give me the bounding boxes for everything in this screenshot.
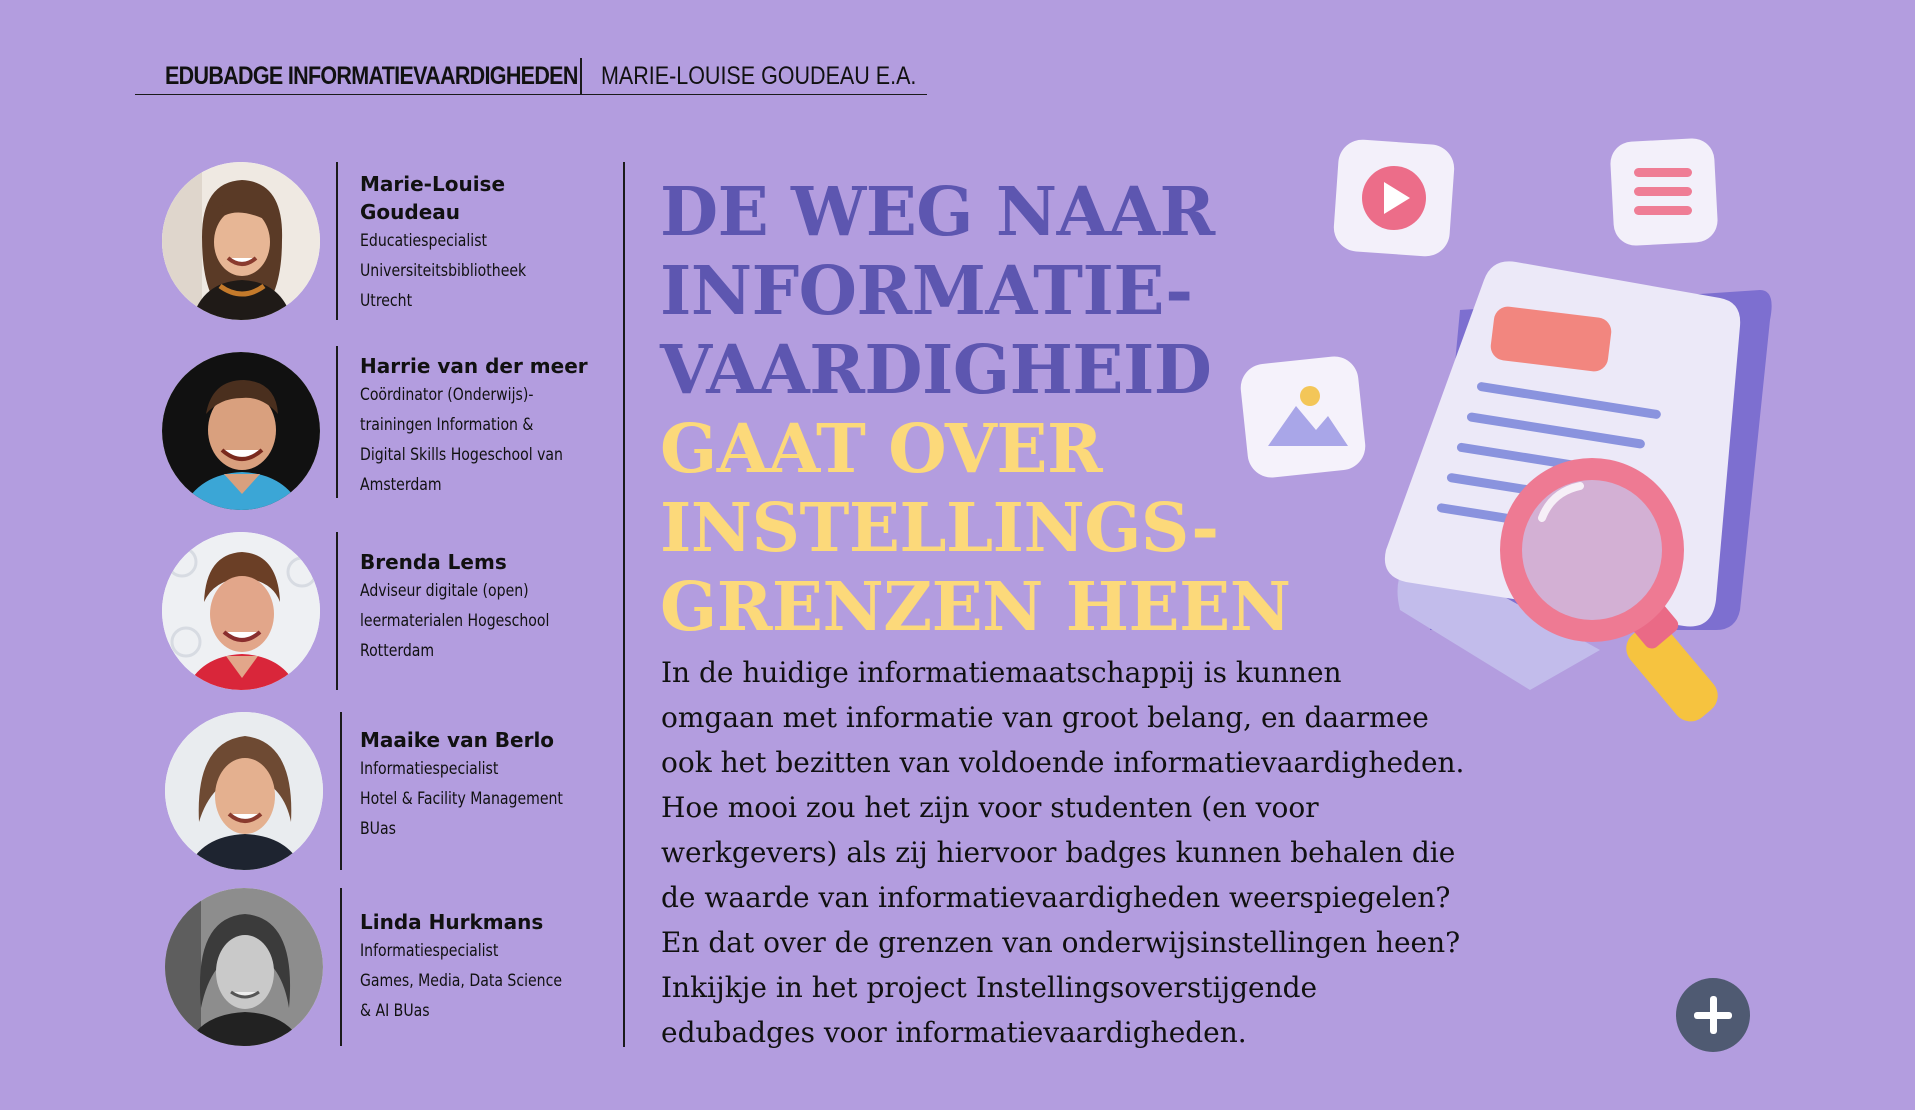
avatar (162, 532, 320, 690)
header-authors: MARIE-LOUISE GOUDEAU E.A. (601, 62, 917, 90)
headline-line: INSTELLINGS- (660, 488, 1219, 567)
author-divider (336, 532, 338, 690)
headline-line: GRENZEN HEEN (660, 567, 1291, 646)
play-icon (1332, 138, 1456, 258)
author-role-line: Games, Media, Data Science (360, 971, 562, 991)
author-divider (340, 888, 342, 1046)
series-title: EDUBADGE INFORMATIEVAARDIGHEDEN (165, 62, 578, 90)
author-role-line: Informatiespecialist (360, 759, 499, 779)
intro-line: Hoe mooi zou het zijn voor studenten (en voor (661, 791, 1319, 824)
author-role-line: trainingen Information & (360, 415, 534, 435)
author-role-line: Coördinator (Onderwijs)- (360, 385, 534, 405)
header-divider (580, 58, 582, 94)
avatar (162, 352, 320, 510)
page-header (135, 58, 927, 95)
intro-line: In de huidige informatiemaatschappij is kunnen (661, 656, 1342, 689)
column-divider (623, 162, 625, 1047)
author-role-line: & AI BUas (360, 1001, 430, 1021)
document-search-illustration (1230, 130, 1790, 730)
author-role-line: Adviseur digitale (open) (360, 581, 529, 601)
menu-lines-icon (1609, 137, 1718, 246)
intro-line: ook het bezitten van voldoende informatievaardigheden. (661, 746, 1465, 779)
author-divider (340, 712, 342, 870)
headline-line: INFORMATIE- (660, 251, 1193, 330)
author-name: Marie-Louise Goudeau (360, 172, 506, 224)
author-divider (336, 162, 338, 320)
intro-line: Inkijkje in het project Instellingsoverstijgende (661, 971, 1318, 1004)
author-role-line: Hotel & Facility Management (360, 789, 563, 809)
author-role-line: leermaterialen Hogeschool (360, 611, 550, 631)
avatar (165, 888, 323, 1046)
author-role-line: Universiteitsbibliotheek (360, 261, 527, 281)
author-name: Harrie van der meer (360, 354, 588, 378)
intro-line: edubadges voor informatievaardigheden. (661, 1016, 1247, 1049)
author-role-line: Amsterdam (360, 475, 442, 495)
author-name: Maaike van Berlo (360, 728, 555, 752)
author-role-line: Informatiespecialist (360, 941, 499, 961)
avatar (165, 712, 323, 870)
intro-line: omgaan met informatie van groot belang, en daarmee (661, 701, 1429, 734)
headline-line: GAAT OVER (660, 409, 1103, 488)
intro-line: de waarde van informatievaardigheden weerspiegelen? (661, 881, 1451, 914)
image-icon (1238, 354, 1367, 480)
author-role-line: Rotterdam (360, 641, 435, 661)
author-role-line: Digital Skills Hogeschool van (360, 445, 563, 465)
author-name: Brenda Lems (360, 550, 507, 574)
headline-line: VAARDIGHEID (660, 330, 1212, 409)
avatar (162, 162, 320, 320)
author-role-line: Educatiespecialist (360, 231, 488, 251)
author-role-line: Utrecht (360, 291, 413, 311)
add-button[interactable] (1676, 978, 1750, 1052)
author-role-line: BUas (360, 819, 396, 839)
author-name: Linda Hurkmans (360, 910, 544, 934)
intro-line: En dat over de grenzen van onderwijsinstellingen heen? (661, 926, 1461, 959)
author-divider (336, 346, 338, 498)
headline-line: DE WEG NAAR (660, 172, 1215, 251)
intro-line: werkgevers) als zij hiervoor badges kunnen behalen die (661, 836, 1456, 869)
